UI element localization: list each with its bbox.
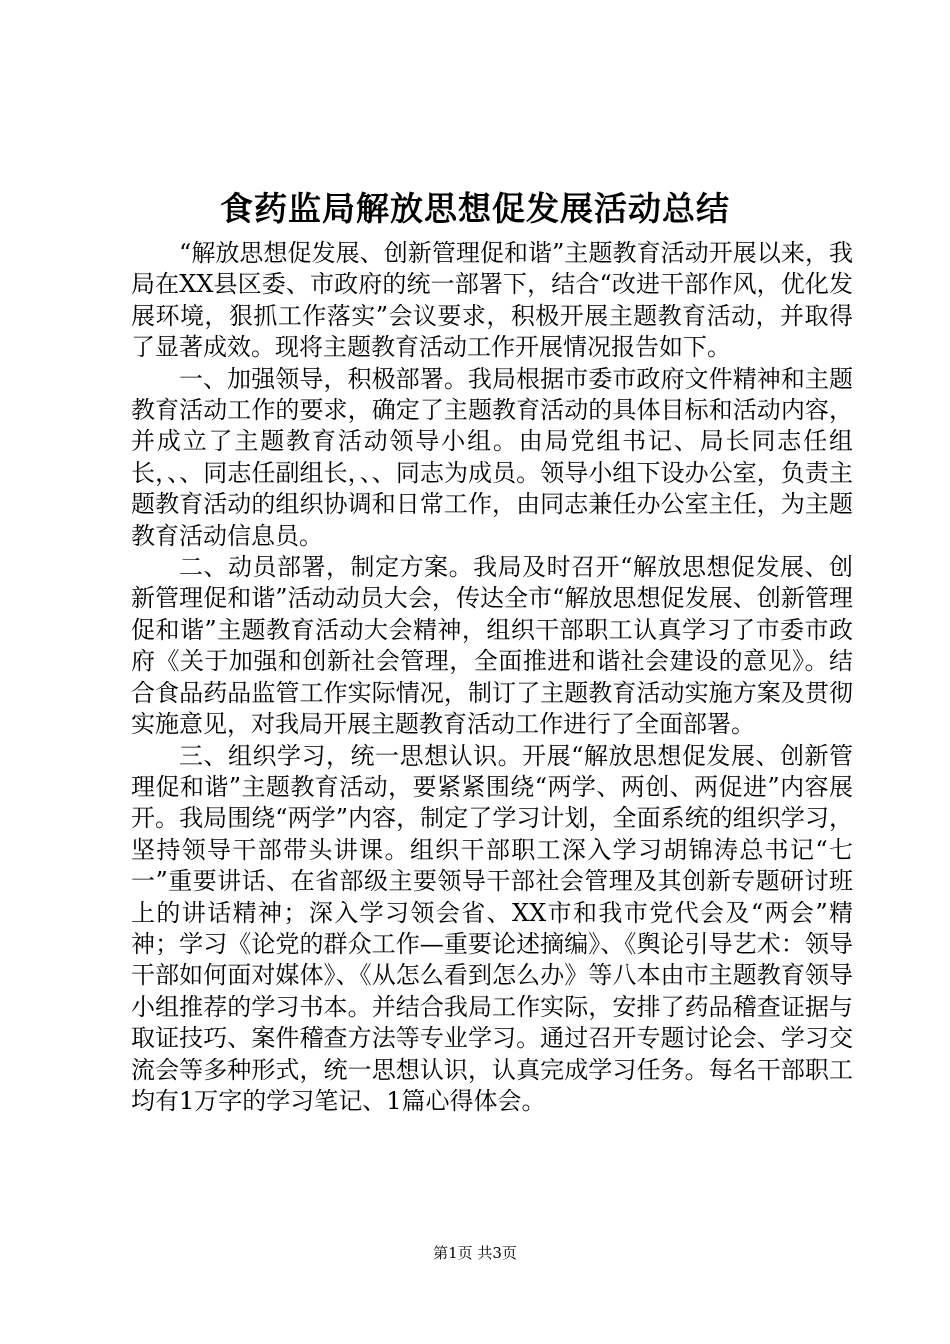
page-number-footer: 第1页 共3页 [433,1244,517,1262]
section-two-paragraph: 二、动员部署，制定方案。我局及时召开“解放思想促发展、创新管理促和谐”活动动员大会，传达全市“解放思想促发展、创新管理促和谐”主题教育活动大会精神，组织干部职工认真学习了市委市政府《关于加强和创新社会管理，全面推进和谐社会建设的意见》。结合食品药品监管工作实际情况，制订了主题教育活动实施方案及贯彻实施意见，对我局开展主题教育活动工作进行了全面部署。 [131,553,853,739]
document-title: 食药监局解放思想促发展活动总结 [220,189,730,228]
section-three-paragraph: 三、组织学习，统一思想认识。开展“解放思想促发展、创新管理促和谐”主题教育活动，要紧紧围绕“两学、两创、两促进”内容展开。我局围绕“两学”内容，制定了学习计划，全面系统的组织学习，坚持领导干部带头讲课。组织干部职工深入学习胡锦涛总书记“七一”重要讲话、在省部级主要领导干部社会管理及其创新专题研讨班上的讲话精神；深入学习领会省、XX市和我市党代会及“两会”精神；学习《论党的群众工作—重要论述摘编》、《舆论引导艺术：领导干部如何面对媒体》、《从怎么看到怎么办》等八本由市主题教育领导小组推荐的学习书本。并结合我局工作实际，安排了药品稽查证据与取证技巧、案件稽查方法等专业学习。通过召开专题讨论会、学习交流会等多种形式，统一思想认识，认真完成学习任务。每名干部职工均有1万字的学习笔记、1篇心得体会。 [131,741,853,1115]
document-body [131,238,853,1117]
section-one-paragraph: 一、加强领导，积极部署。我局根据市委市政府文件精神和主题教育活动工作的要求，确定了主题教育活动的具体目标和活动内容，并成立了主题教育活动领导小组。由局党组书记、局长同志任组长，、、同志任副组长，、、同志为成员。领导小组下设办公室，负责主题教育活动的组织协调和日常工作，由同志兼任办公室主任，为主题教育活动信息员。 [131,364,853,550]
intro-paragraph: “解放思想促发展、创新管理促和谐”主题教育活动开展以来，我局在XX县区委、市政府的统一部署下，结合“改进干部作风，优化发展环境，狠抓工作落实”会议要求，积极开展主题教育活动，并取得了显著成效。现将主题教育活动工作开展情况报告如下。 [131,239,853,362]
